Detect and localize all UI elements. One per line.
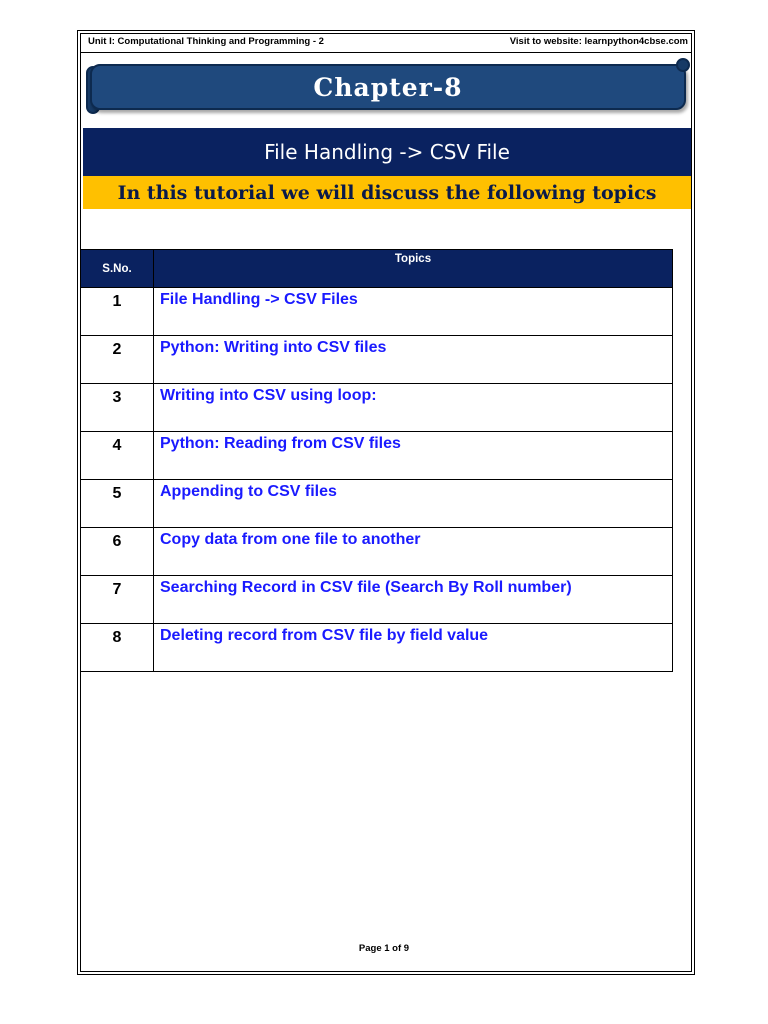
row-number: 2: [81, 336, 154, 384]
table-row: [81, 624, 673, 672]
topic-link[interactable]: Appending to CSV files: [154, 480, 673, 528]
table-row: [81, 432, 673, 480]
row-number: 6: [81, 528, 154, 576]
intro-bar: [83, 176, 691, 209]
subject-title: File Handling -> CSV File: [264, 140, 510, 164]
table-row: [81, 384, 673, 432]
topic-link[interactable]: Writing into CSV using loop:: [154, 384, 673, 432]
scroll-curl-right: [676, 58, 690, 72]
header-unit-title: Unit I: Computational Thinking and Programming - 2: [88, 36, 324, 47]
row-number: 7: [81, 576, 154, 624]
table-row: [81, 336, 673, 384]
chapter-banner: [90, 64, 686, 110]
table-row: [81, 576, 673, 624]
topic-link[interactable]: Python: Reading from CSV files: [154, 432, 673, 480]
intro-text: In this tutorial we will discuss the following topics: [117, 181, 657, 204]
topic-link[interactable]: Searching Record in CSV file (Search By Roll number): [154, 576, 673, 624]
row-number: 1: [81, 288, 154, 336]
row-number: 8: [81, 624, 154, 672]
row-number: 4: [81, 432, 154, 480]
column-header-sno: S.No.: [81, 250, 154, 288]
subject-bar: [83, 128, 691, 176]
table-row: [81, 288, 673, 336]
table-header-row: [81, 250, 673, 288]
page-number: Page 1 of 9: [358, 943, 410, 954]
row-number: 3: [81, 384, 154, 432]
topic-link[interactable]: Copy data from one file to another: [154, 528, 673, 576]
row-number: 5: [81, 480, 154, 528]
header-website: Visit to website: learnpython4cbse.com: [509, 36, 688, 47]
topic-link[interactable]: Python: Writing into CSV files: [154, 336, 673, 384]
topics-table: [80, 249, 673, 672]
chapter-title: Chapter-8: [313, 72, 463, 102]
header-divider: [80, 52, 692, 53]
column-header-topics: Topics: [154, 250, 673, 288]
table-row: [81, 528, 673, 576]
table-row: [81, 480, 673, 528]
topic-link[interactable]: Deleting record from CSV file by field value: [154, 624, 673, 672]
topic-link[interactable]: File Handling -> CSV Files: [154, 288, 673, 336]
